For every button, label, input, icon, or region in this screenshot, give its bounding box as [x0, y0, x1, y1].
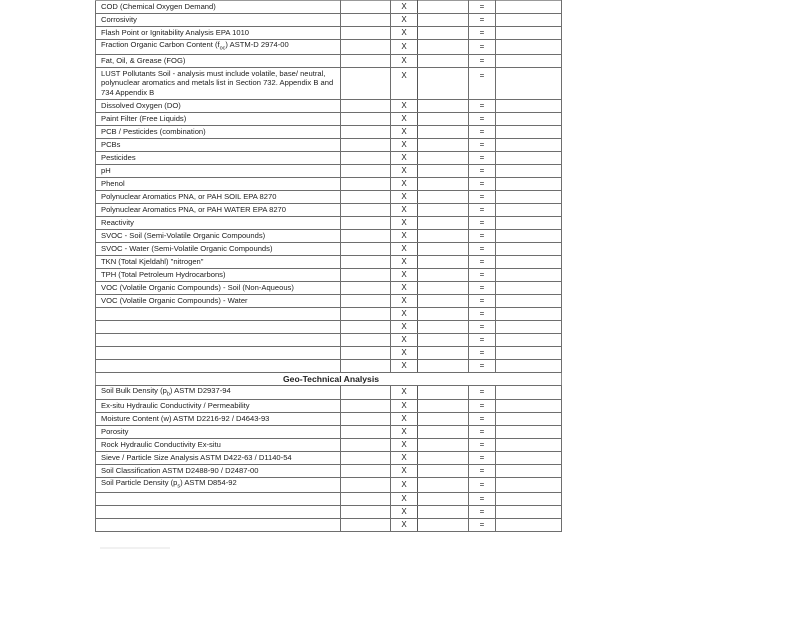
equals-cell: =	[469, 151, 496, 164]
blank-cell	[496, 177, 562, 190]
equals-cell: =	[469, 125, 496, 138]
equals-cell: =	[469, 518, 496, 531]
analysis-name-cell	[96, 385, 341, 400]
blank-cell	[341, 281, 391, 294]
analysis-name-cell: PCB / Pesticides (combination)	[96, 125, 341, 138]
equals-cell: =	[469, 281, 496, 294]
geo-technical-table-body	[96, 385, 562, 531]
blank-cell	[496, 255, 562, 268]
x-mark-cell: X	[391, 294, 418, 307]
blank-cell	[418, 216, 469, 229]
blank-cell	[341, 385, 391, 400]
x-mark-cell: X	[391, 268, 418, 281]
x-mark-cell: X	[391, 439, 418, 452]
blank-cell	[418, 346, 469, 359]
x-mark-cell: X	[391, 400, 418, 413]
analysis-row	[96, 164, 562, 177]
analysis-row	[96, 203, 562, 216]
geo-technical-row	[96, 492, 562, 505]
blank-cell	[418, 138, 469, 151]
blank-cell	[496, 216, 562, 229]
x-mark-cell: X	[391, 151, 418, 164]
blank-cell	[341, 426, 391, 439]
analysis-name-cell: Ex-situ Hydraulic Conductivity / Permeability	[96, 400, 341, 413]
blank-cell	[341, 164, 391, 177]
analysis-row	[96, 307, 562, 320]
analysis-name-text-suffix: ) ASTM-D 2974-00	[225, 40, 289, 49]
blank-cell	[496, 112, 562, 125]
analysis-row	[96, 346, 562, 359]
blank-cell	[496, 359, 562, 372]
analysis-name-cell	[96, 478, 341, 493]
equals-cell: =	[469, 307, 496, 320]
equals-cell: =	[469, 40, 496, 55]
analysis-row	[96, 54, 562, 67]
x-mark-cell: X	[391, 190, 418, 203]
blank-cell	[418, 203, 469, 216]
blank-cell	[496, 426, 562, 439]
blank-cell	[341, 492, 391, 505]
analysis-name-text: Fraction Organic Carbon Content (f	[101, 40, 220, 49]
analysis-row	[96, 255, 562, 268]
blank-cell	[418, 190, 469, 203]
geo-technical-row	[96, 452, 562, 465]
blank-cell	[496, 307, 562, 320]
equals-cell: =	[469, 505, 496, 518]
equals-cell: =	[469, 452, 496, 465]
x-mark-cell: X	[391, 255, 418, 268]
analysis-name-cell: VOC (Volatile Organic Compounds) - Water	[96, 294, 341, 307]
analysis-name-cell: SVOC - Water (Semi-Volatile Organic Compounds)	[96, 242, 341, 255]
analysis-name-cell: PCBs	[96, 138, 341, 151]
blank-cell	[496, 346, 562, 359]
x-mark-cell: X	[391, 216, 418, 229]
analysis-row	[96, 268, 562, 281]
x-mark-cell: X	[391, 112, 418, 125]
analysis-row	[96, 99, 562, 112]
blank-cell	[341, 518, 391, 531]
blank-cell	[418, 492, 469, 505]
geo-technical-row	[96, 518, 562, 531]
blank-cell	[341, 1, 391, 14]
blank-cell	[418, 164, 469, 177]
blank-cell	[496, 164, 562, 177]
blank-cell	[418, 54, 469, 67]
blank-cell	[341, 242, 391, 255]
blank-cell	[418, 320, 469, 333]
blank-cell	[496, 465, 562, 478]
blank-cell	[418, 67, 469, 99]
analysis-name-cell: TPH (Total Petroleum Hydrocarbons)	[96, 268, 341, 281]
blank-cell	[418, 465, 469, 478]
blank-cell	[341, 67, 391, 99]
blank-cell	[418, 177, 469, 190]
x-mark-cell: X	[391, 478, 418, 493]
blank-cell	[418, 518, 469, 531]
equals-cell: =	[469, 177, 496, 190]
blank-cell	[341, 40, 391, 55]
x-mark-cell: X	[391, 518, 418, 531]
analysis-name-cell: VOC (Volatile Organic Compounds) - Soil (Non-Aqueous)	[96, 281, 341, 294]
analysis-row	[96, 14, 562, 27]
equals-cell: =	[469, 492, 496, 505]
analysis-name-text: Soil Particle Density (p	[101, 478, 178, 488]
blank-cell	[341, 99, 391, 112]
blank-cell	[418, 505, 469, 518]
blank-cell	[496, 518, 562, 531]
blank-cell	[418, 359, 469, 372]
blank-cell	[418, 242, 469, 255]
analysis-name-cell	[96, 505, 341, 518]
x-mark-cell: X	[391, 125, 418, 138]
analysis-name-cell: Porosity	[96, 426, 341, 439]
blank-cell	[496, 14, 562, 27]
equals-cell: =	[469, 255, 496, 268]
geo-technical-row	[96, 385, 562, 400]
blank-cell	[418, 413, 469, 426]
equals-cell: =	[469, 164, 496, 177]
analysis-name-cell: Polynuclear Aromatics PNA, or PAH SOIL EPA 8270	[96, 190, 341, 203]
blank-cell	[496, 67, 562, 99]
blank-cell	[341, 14, 391, 27]
x-mark-cell: X	[391, 281, 418, 294]
blank-cell	[418, 439, 469, 452]
analysis-name-cell: Soil Classification ASTM D2488-90 / D2487-00	[96, 465, 341, 478]
analysis-name-cell: pH	[96, 164, 341, 177]
analysis-name-cell	[96, 518, 341, 531]
analysis-row	[96, 281, 562, 294]
analysis-row	[96, 27, 562, 40]
blank-cell	[418, 268, 469, 281]
analysis-table	[95, 0, 562, 532]
blank-cell	[418, 99, 469, 112]
geo-technical-row	[96, 413, 562, 426]
analysis-name-cell: Polynuclear Aromatics PNA, or PAH WATER EPA 8270	[96, 203, 341, 216]
x-mark-cell: X	[391, 164, 418, 177]
blank-cell	[341, 505, 391, 518]
blank-cell	[341, 413, 391, 426]
x-mark-cell: X	[391, 385, 418, 400]
blank-cell	[341, 112, 391, 125]
page-smudge	[100, 547, 170, 549]
x-mark-cell: X	[391, 229, 418, 242]
analysis-name-cell: Reactivity	[96, 216, 341, 229]
analysis-row	[96, 333, 562, 346]
blank-cell	[496, 439, 562, 452]
analysis-name-text-suffix: ) ASTM D854-92	[180, 478, 237, 488]
blank-cell	[341, 465, 391, 478]
analysis-name-cell: Moisture Content (w) ASTM D2216-92 / D4643-93	[96, 413, 341, 426]
blank-cell	[418, 307, 469, 320]
geo-technical-row	[96, 400, 562, 413]
blank-cell	[496, 99, 562, 112]
blank-cell	[496, 138, 562, 151]
analysis-row	[96, 359, 562, 372]
blank-cell	[496, 242, 562, 255]
x-mark-cell: X	[391, 1, 418, 14]
blank-cell	[496, 54, 562, 67]
equals-cell: =	[469, 465, 496, 478]
blank-cell	[496, 203, 562, 216]
x-mark-cell: X	[391, 333, 418, 346]
blank-cell	[418, 14, 469, 27]
analysis-row	[96, 216, 562, 229]
analysis-name-cell: Phenol	[96, 177, 341, 190]
analysis-name-cell	[96, 333, 341, 346]
blank-cell	[496, 294, 562, 307]
analysis-name-cell: TKN (Total Kjeldahl) "nitrogen"	[96, 255, 341, 268]
x-mark-cell: X	[391, 242, 418, 255]
equals-cell: =	[469, 67, 496, 99]
blank-cell	[496, 281, 562, 294]
analysis-row	[96, 229, 562, 242]
blank-cell	[341, 439, 391, 452]
equals-cell: =	[469, 294, 496, 307]
equals-cell: =	[469, 229, 496, 242]
equals-cell: =	[469, 112, 496, 125]
analysis-name-subscript: oc	[219, 45, 226, 52]
analysis-row	[96, 320, 562, 333]
equals-cell: =	[469, 333, 496, 346]
analysis-row	[96, 294, 562, 307]
analysis-name-subscript: b	[166, 391, 170, 398]
blank-cell	[496, 478, 562, 493]
blank-cell	[418, 1, 469, 14]
blank-cell	[341, 138, 391, 151]
analysis-name-cell: Corrosivity	[96, 14, 341, 27]
geo-section-header-group	[96, 372, 562, 385]
blank-cell	[418, 151, 469, 164]
x-mark-cell: X	[391, 465, 418, 478]
x-mark-cell: X	[391, 40, 418, 55]
blank-cell	[496, 1, 562, 14]
equals-cell: =	[469, 216, 496, 229]
analysis-row	[96, 125, 562, 138]
blank-cell	[341, 333, 391, 346]
blank-cell	[496, 151, 562, 164]
x-mark-cell: X	[391, 413, 418, 426]
equals-cell: =	[469, 54, 496, 67]
blank-cell	[496, 190, 562, 203]
blank-cell	[418, 125, 469, 138]
blank-cell	[341, 307, 391, 320]
blank-cell	[418, 27, 469, 40]
blank-cell	[496, 125, 562, 138]
equals-cell: =	[469, 242, 496, 255]
x-mark-cell: X	[391, 452, 418, 465]
blank-cell	[341, 125, 391, 138]
blank-cell	[496, 320, 562, 333]
blank-cell	[341, 177, 391, 190]
x-mark-cell: X	[391, 14, 418, 27]
analysis-name-cell	[96, 320, 341, 333]
blank-cell	[496, 505, 562, 518]
x-mark-cell: X	[391, 359, 418, 372]
x-mark-cell: X	[391, 67, 418, 99]
equals-cell: =	[469, 385, 496, 400]
x-mark-cell: X	[391, 177, 418, 190]
blank-cell	[496, 229, 562, 242]
geo-technical-row	[96, 465, 562, 478]
analysis-name-cell: Pesticides	[96, 151, 341, 164]
blank-cell	[341, 151, 391, 164]
blank-cell	[418, 426, 469, 439]
analysis-row	[96, 151, 562, 164]
blank-cell	[496, 385, 562, 400]
blank-cell	[341, 190, 391, 203]
analysis-name-cell: Fat, Oil, & Grease (FOG)	[96, 54, 341, 67]
analysis-name-cell: Dissolved Oxygen (DO)	[96, 99, 341, 112]
blank-cell	[418, 294, 469, 307]
blank-cell	[496, 27, 562, 40]
analysis-name-cell: Rock Hydraulic Conductivity Ex-situ	[96, 439, 341, 452]
blank-cell	[341, 359, 391, 372]
analysis-name-cell	[96, 492, 341, 505]
blank-cell	[418, 112, 469, 125]
equals-cell: =	[469, 190, 496, 203]
blank-cell	[496, 492, 562, 505]
analysis-table-body	[96, 1, 562, 373]
blank-cell	[418, 400, 469, 413]
analysis-name-cell	[96, 346, 341, 359]
equals-cell: =	[469, 203, 496, 216]
analysis-row	[96, 190, 562, 203]
x-mark-cell: X	[391, 99, 418, 112]
section-header-row	[96, 372, 562, 385]
blank-cell	[418, 229, 469, 242]
equals-cell: =	[469, 439, 496, 452]
blank-cell	[341, 27, 391, 40]
analysis-row	[96, 242, 562, 255]
equals-cell: =	[469, 138, 496, 151]
blank-cell	[496, 40, 562, 55]
analysis-name-cell: Paint Filter (Free Liquids)	[96, 112, 341, 125]
geo-technical-section-title: Geo-Technical Analysis	[96, 372, 562, 385]
analysis-name-text-suffix: ) ASTM D2937-94	[169, 385, 231, 395]
analysis-name-cell: Sieve / Particle Size Analysis ASTM D422-63 / D1140-54	[96, 452, 341, 465]
blank-cell	[418, 385, 469, 400]
x-mark-cell: X	[391, 27, 418, 40]
analysis-row	[96, 138, 562, 151]
analysis-name-text: Soil Bulk Density (p	[101, 385, 167, 395]
geo-technical-row	[96, 439, 562, 452]
blank-cell	[496, 452, 562, 465]
blank-cell	[341, 255, 391, 268]
analysis-name-cell	[96, 307, 341, 320]
blank-cell	[496, 400, 562, 413]
blank-cell	[341, 229, 391, 242]
blank-cell	[341, 452, 391, 465]
equals-cell: =	[469, 359, 496, 372]
analysis-name-cell	[96, 40, 341, 55]
equals-cell: =	[469, 413, 496, 426]
analysis-name-cell: LUST Pollutants Soil - analysis must include volatile, base/ neutral, polynuclear aromatics and metals list in Section 732. Appendix B and 734 Appendix B	[96, 67, 341, 99]
blank-cell	[341, 54, 391, 67]
geo-technical-row	[96, 478, 562, 493]
blank-cell	[418, 281, 469, 294]
equals-cell: =	[469, 99, 496, 112]
analysis-row	[96, 40, 562, 55]
equals-cell: =	[469, 1, 496, 14]
blank-cell	[418, 40, 469, 55]
equals-cell: =	[469, 478, 496, 493]
analysis-name-subscript: s	[177, 483, 181, 490]
blank-cell	[341, 216, 391, 229]
equals-cell: =	[469, 320, 496, 333]
analysis-name-cell: SVOC - Soil (Semi-Volatile Organic Compounds)	[96, 229, 341, 242]
blank-cell	[341, 400, 391, 413]
equals-cell: =	[469, 268, 496, 281]
analysis-name-cell: Flash Point or Ignitability Analysis EPA 1010	[96, 27, 341, 40]
x-mark-cell: X	[391, 307, 418, 320]
x-mark-cell: X	[391, 346, 418, 359]
analysis-row	[96, 67, 562, 99]
analysis-name-cell	[96, 359, 341, 372]
blank-cell	[496, 413, 562, 426]
blank-cell	[418, 333, 469, 346]
x-mark-cell: X	[391, 426, 418, 439]
blank-cell	[341, 203, 391, 216]
blank-cell	[341, 320, 391, 333]
blank-cell	[341, 268, 391, 281]
equals-cell: =	[469, 346, 496, 359]
geo-technical-row	[96, 426, 562, 439]
blank-cell	[341, 346, 391, 359]
blank-cell	[418, 478, 469, 493]
equals-cell: =	[469, 14, 496, 27]
analysis-row	[96, 112, 562, 125]
analysis-row	[96, 177, 562, 190]
x-mark-cell: X	[391, 138, 418, 151]
blank-cell	[418, 255, 469, 268]
equals-cell: =	[469, 426, 496, 439]
x-mark-cell: X	[391, 54, 418, 67]
x-mark-cell: X	[391, 505, 418, 518]
analysis-name-cell: COD (Chemical Oxygen Demand)	[96, 1, 341, 14]
x-mark-cell: X	[391, 320, 418, 333]
x-mark-cell: X	[391, 492, 418, 505]
blank-cell	[341, 478, 391, 493]
blank-cell	[341, 294, 391, 307]
analysis-row	[96, 1, 562, 14]
equals-cell: =	[469, 27, 496, 40]
geo-technical-row	[96, 505, 562, 518]
equals-cell: =	[469, 400, 496, 413]
blank-cell	[496, 333, 562, 346]
blank-cell	[496, 268, 562, 281]
blank-cell	[418, 452, 469, 465]
x-mark-cell: X	[391, 203, 418, 216]
